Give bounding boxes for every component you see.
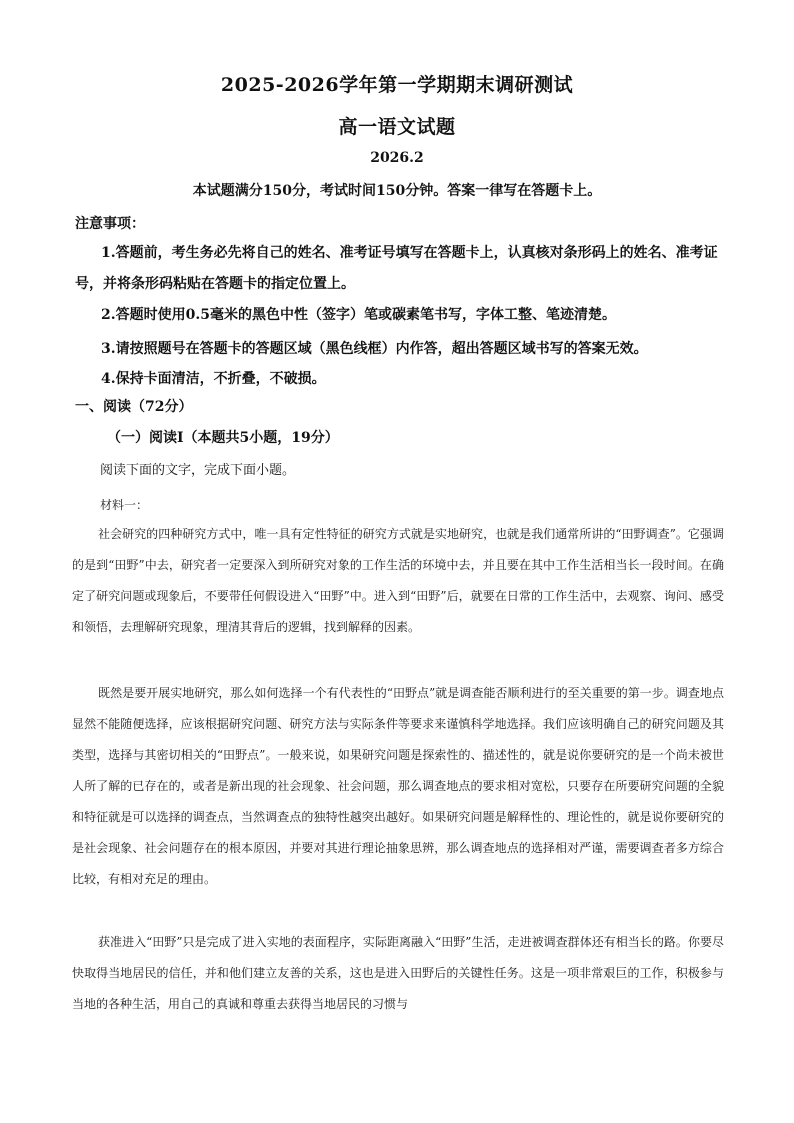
notice-item: [75, 334, 725, 365]
passage-paragraph: [72, 927, 724, 1020]
passage-text: 既然是要开展实地研究，那么如何选择一个有代表性的“田野点”就是调查能否顺利进行的至关重要的第一步。调查地点显然不能随便选择，应该根据研究问题、研究方法与实际条件等要求来谨慎科学地选择。我们应该明确自己的研究问题及其类型，选择与其密切相关的“田野点”。一般来说，如果研究问题是探索性的、描述性的，就是说你要研究的是一个尚未被世人所了解的已存在的，或者是新出现的社会现象、社会问题，那么调查地点的要求相对宽松，只要存在所要研究问题的全貌和特征就是可以选择的调查点，当然调查点的独特性越突出越好。如果研究问题是解释性的、理论性的，就是说你要研究的是社会现象、社会问题存在的根本原因，并要对其进行理论抽象思辨，那么调查地点的选择相对严谨，需要调查者多方综合比较，有相对充足的理由。: [72, 686, 724, 886]
material-label: 材料一：: [100, 498, 149, 512]
exam-intro: 本试题满分150分，考试时间150分钟。答案一律写在答题卡上。: [192, 183, 602, 199]
section-title: 一、阅读（72分）: [75, 399, 193, 415]
notice-item: [75, 364, 725, 395]
notice-item-text: 4.保持卡面清洁，不折叠，不破损。: [101, 371, 326, 387]
reading-instruction: 阅读下面的文字，完成下面小题。: [100, 463, 296, 478]
exam-date: 2026.2: [370, 150, 424, 166]
passage-paragraph: [72, 519, 724, 643]
notice-item: [75, 238, 725, 300]
notice-item: [75, 300, 725, 331]
passage-text: 获准进入“田野”只是完成了进入实地的表面程序，实际距离融入“田野”生活，走进被调查群体还有相当长的路。你要尽快取得当地居民的信任，并和他们建立友善的关系，这也是进入田野后的关键性任务。这是一项非常艰巨的工作，积极参与当地的各种生活，用自己的真诚和尊重去获得当地居民的习惯与: [72, 935, 724, 1011]
subsection-title: （一）阅读Ⅰ（本题共5小题，19分）: [107, 430, 339, 446]
notice-item-text: 2.答题时使用0.5毫米的黑色中性（签字）笔或碳素笔书写，字体工整、笔迹清楚。: [101, 307, 616, 323]
passage-paragraph: [72, 678, 724, 895]
notice-item-text: 1.答题前，考生务必先将自己的姓名、准考证号填写在答题卡上，认真核对条形码上的姓名、准考证号，并将条形码粘贴在答题卡的指定位置上。: [75, 245, 718, 292]
notice-heading: 注意事项：: [75, 216, 145, 232]
passage-text: 社会研究的四种研究方式中，唯一具有定性特征的研究方式就是实地研究，也就是我们通常所讲的“田野调查”。它强调的是到“田野”中去，研究者一定要深入到所研究对象的工作生活的环境中去，并且要在其中工作生活相当长一段时间。在确定了研究问题或现象后，不要带任何假设进入“田野”中。进入到“田野”后，就要在日常的工作生活中，去观察、询问、感受和领悟，去理解研究现象，理清其背后的逻辑，找到解释的因素。: [72, 527, 724, 634]
exam-subtitle: 高一语文试题: [338, 116, 456, 138]
notice-item-text: 3.请按照题号在答题卡的答题区域（黑色线框）内作答，超出答题区域书写的答案无效。: [101, 341, 648, 357]
exam-title: 2025-2026学年第一学期期末调研测试: [220, 74, 574, 96]
